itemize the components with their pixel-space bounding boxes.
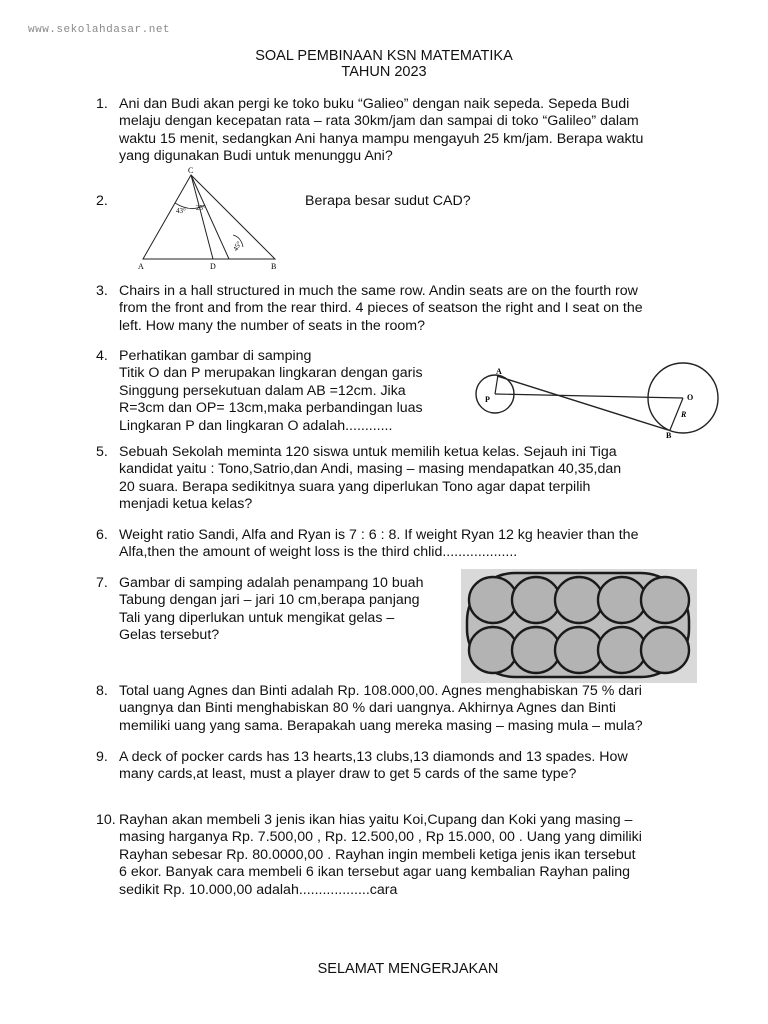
cylinders-figure bbox=[461, 569, 697, 683]
question-line: Rayhan sebesar Rp. 80.0000,00 . Rayhan ingin membeli ketiga jenis ikan tersebut bbox=[119, 846, 636, 863]
question-line: 20 suara. Berapa sedikitnya suara yang diperlukan Tono agar dapat terpilih bbox=[119, 478, 591, 495]
question-line: memiliki uang yang sama. Berapakah uang mereka masing – masing mula – mula? bbox=[119, 717, 643, 734]
page-year: TAHUN 2023 bbox=[341, 64, 427, 80]
vertex-a-label: A bbox=[138, 262, 144, 271]
question-line: many cards,at least, must a player draw to get 5 cards of the same type? bbox=[119, 766, 577, 783]
question-line: uangnya dan Binti menghabiskan 80 % dari uangnya. Akhirnya Agnes dan Binti bbox=[119, 700, 616, 717]
question-line: 6 ekor. Banyak cara membeli 6 ikan tersebut agar uang kembalian Rayhan paling bbox=[119, 864, 631, 881]
question-line: from the front and from the rear third. 4 pieces of seatson the right and I seat on the bbox=[119, 300, 643, 317]
question-line: sedikit Rp. 10.000,00 adalah..................cara bbox=[119, 881, 398, 898]
point-o-label: O bbox=[687, 393, 694, 402]
question-line: Berapa besar sudut CAD? bbox=[305, 193, 471, 209]
angle-label: 43° bbox=[176, 207, 186, 215]
point-b-label: B bbox=[666, 431, 672, 440]
question-number: 3. bbox=[96, 283, 108, 299]
question-line: Tabung dengan jari – jari 10 cm,berapa panjang bbox=[119, 592, 420, 609]
question-number: 8. bbox=[96, 683, 108, 699]
question-line: Gambar di samping adalah penampang 10 buah bbox=[119, 575, 424, 591]
vertex-b-label: B bbox=[271, 262, 277, 271]
question-line: menjadi ketua kelas? bbox=[119, 496, 253, 513]
point-a-label: A bbox=[496, 367, 502, 376]
question-line: Weight ratio Sandi, Alfa and Ryan is 7 : 6 : 8. If weight Ryan 12 kg heavier than the bbox=[119, 527, 639, 543]
question-line: Alfa,then the amount of weight loss is the third chlid................... bbox=[119, 544, 518, 561]
question-line: Perhatikan gambar di samping bbox=[119, 348, 312, 364]
question-line: masing harganya Rp. 7.500,00 , Rp. 12.500,00 , Rp 15.000, 00 . Uang yang dimiliki bbox=[119, 829, 642, 846]
question-number: 2. bbox=[96, 193, 108, 209]
question-number: 7. bbox=[96, 575, 108, 591]
angle-label: 45° bbox=[231, 239, 244, 253]
question-line: Titik O dan P merupakan lingkaran dengan garis bbox=[119, 365, 423, 382]
question-line: Tali yang diperlukan untuk mengikat gelas – bbox=[119, 609, 395, 626]
angle-label: 25° bbox=[196, 204, 206, 212]
question-line: waktu 15 menit, sedangkan Ani hanya mampu mengayuh 25 km/jam. Berapa waktu bbox=[119, 130, 644, 147]
question-line: left. How many the number of seats in the room? bbox=[119, 317, 425, 334]
question-number: 5. bbox=[96, 444, 108, 460]
question-line: melaju dengan kecepatan rata – rata 30km/jam dan sampai di toko “Galileo” dalam bbox=[119, 113, 639, 130]
vertex-d-label: D bbox=[210, 262, 216, 271]
radius-r-label: R bbox=[681, 410, 687, 419]
question-line: Ani dan Budi akan pergi ke toko buku “Galieo” dengan naik sepeda. Sepeda Budi bbox=[119, 96, 630, 112]
question-line: yang digunakan Budi untuk menunggu Ani? bbox=[119, 148, 393, 165]
question-line: R=3cm dan OP= 13cm,maka perbandingan luas bbox=[119, 400, 423, 417]
question-line: A deck of pocker cards has 13 hearts,13 clubs,13 diamonds and 13 spades. How bbox=[119, 749, 628, 765]
question-line: Total uang Agnes dan Binti adalah Rp. 108.000,00. Agnes menghabiskan 75 % dari bbox=[119, 683, 642, 699]
question-2-text bbox=[305, 193, 471, 210]
question-line: Sebuah Sekolah meminta 120 siswa untuk memilih ketua kelas. Sejauh ini Tiga bbox=[119, 444, 617, 460]
point-p-label: P bbox=[485, 395, 490, 404]
question-line: Rayhan akan membeli 3 jenis ikan hias yaitu Koi,Cupang dan Koki yang masing – bbox=[119, 812, 633, 828]
question-number: 9. bbox=[96, 749, 108, 765]
question-line: Chairs in a hall structured in much the same row. Andin seats are on the fourth row bbox=[119, 283, 638, 299]
question-number: 10. bbox=[96, 812, 116, 828]
page-title: SOAL PEMBINAAN KSN MATEMATIKA bbox=[255, 48, 513, 64]
question-number: 4. bbox=[96, 348, 108, 364]
closing-text: SELAMAT MENGERJAKAN bbox=[317, 961, 499, 977]
watermark: www.sekolahdasar.net bbox=[28, 24, 171, 36]
question-line: Singgung persekutuan dalam AB =12cm. Jika bbox=[119, 382, 406, 399]
tangent-circles-figure bbox=[465, 360, 730, 445]
question-number: 6. bbox=[96, 527, 108, 543]
vertex-c-label: C bbox=[188, 166, 194, 175]
question-line: Gelas tersebut? bbox=[119, 627, 220, 644]
question-line: kandidat yaitu : Tono,Satrio,dan Andi, masing – masing mendapatkan 40,35,dan bbox=[119, 461, 622, 478]
question-line: Lingkaran P dan lingkaran O adalah............ bbox=[119, 417, 393, 434]
question-number: 1. bbox=[96, 96, 108, 112]
triangle-figure bbox=[133, 165, 288, 275]
